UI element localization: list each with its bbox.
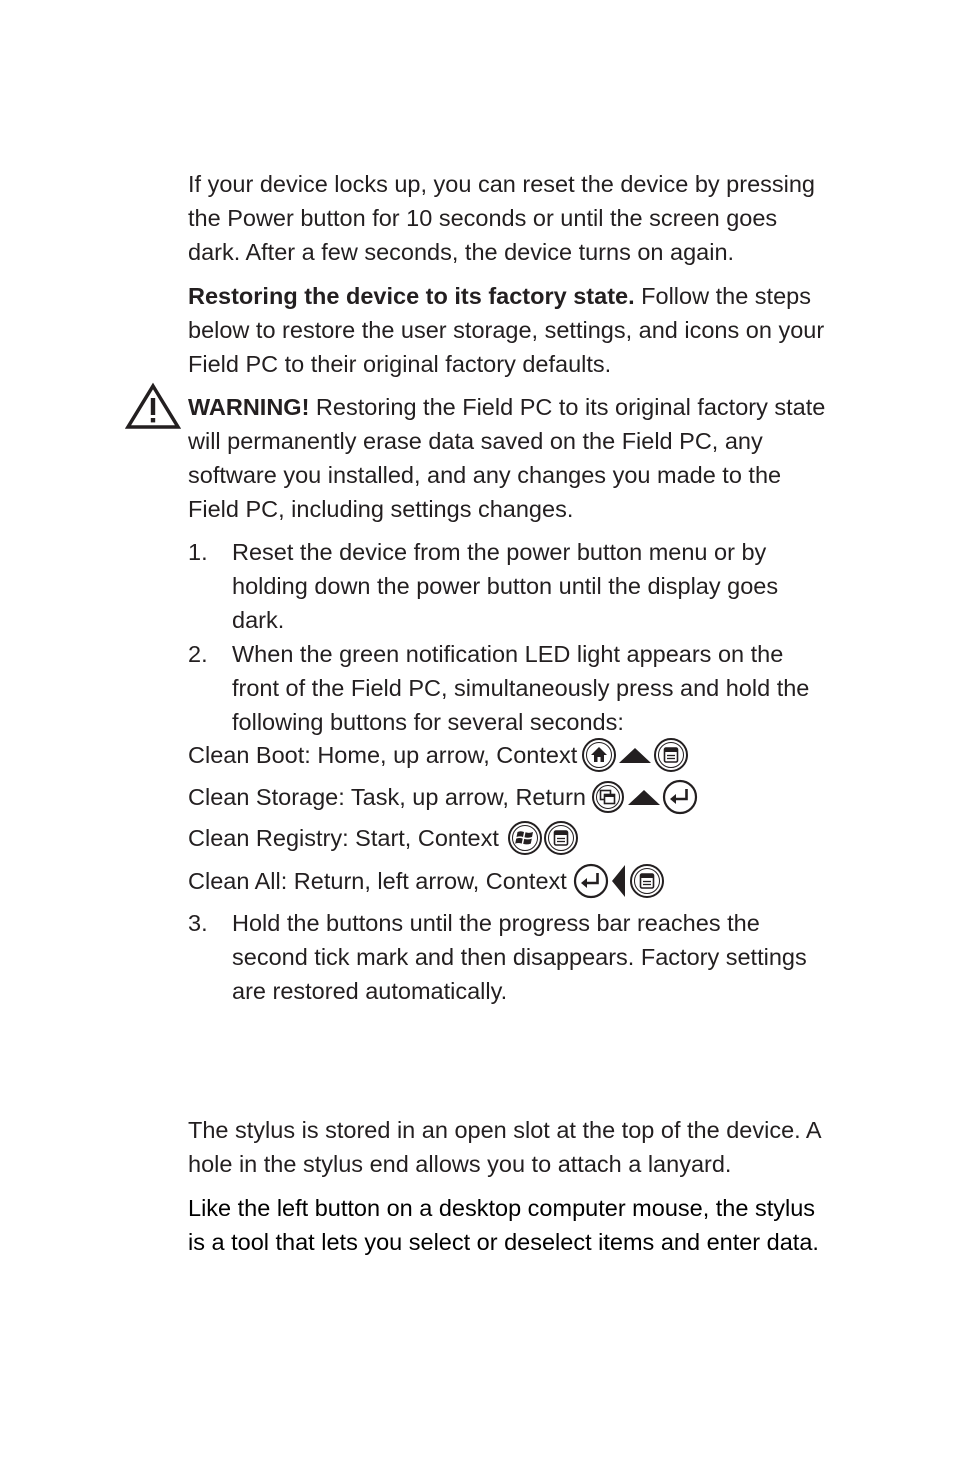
intro-paragraph: If your device locks up, you can reset the device by pressing the Power button for 10 seconds or until the screen goes dark. After a few seconds, the device turns on again. [188, 171, 815, 265]
restore-text: Follow the steps below to restore the user storage, settings, and icons on your Field PC to their original factory defaults. [188, 283, 825, 377]
clean-storage-label: Clean Storage: Task, up arrow, Return [188, 784, 586, 810]
step-number: 2. [188, 641, 208, 667]
return-icon [573, 863, 609, 899]
start-icon [507, 820, 543, 856]
clean-registry-row [188, 820, 579, 856]
clean-all-label: Clean All: Return, left arrow, Context [188, 868, 567, 894]
context-icon [543, 820, 579, 856]
restore-paragraph [188, 279, 833, 381]
return-icon [662, 779, 698, 815]
up-arrow-icon [617, 745, 653, 765]
restore-heading: Restoring the device to its factory state. [188, 283, 635, 309]
clean-registry-label: Clean Registry: Start, Context [188, 825, 499, 851]
warning-paragraph [188, 390, 833, 526]
warning-label: WARNING! [188, 394, 310, 420]
stylus-paragraph-2: Like the left button on a desktop computer mouse, the stylus is a tool that lets you select or deselect items and enter data. [188, 1195, 819, 1255]
clean-boot-row [188, 737, 689, 773]
clean-boot-label: Clean Boot: Home, up arrow, Context [188, 742, 578, 768]
task-icon [590, 779, 626, 815]
left-arrow-icon [609, 863, 629, 899]
up-arrow-icon [626, 787, 662, 807]
stylus-paragraph-1: The stylus is stored in an open slot at the top of the device. A hole in the stylus end allows you to attach a lanyard. [188, 1117, 821, 1177]
context-icon [629, 863, 665, 899]
step-text: Hold the buttons until the progress bar reaches the second tick mark and then disappears. Factory settings are restored automatically. [232, 910, 807, 1004]
warning-text: Restoring the Field PC to its original factory state will permanently erase data saved on the Field PC, any software you installed, and any changes you made to the Field PC, including settings changes. [188, 394, 826, 522]
clean-all-row [188, 863, 665, 899]
home-icon [581, 737, 617, 773]
step-text: Reset the device from the power button menu or by holding down the power button until the display goes dark. [232, 539, 779, 633]
step-number: 1. [188, 539, 208, 565]
warning-icon [125, 382, 181, 430]
step-number: 3. [188, 910, 208, 936]
step-text: When the green notification LED light appears on the front of the Field PC, simultaneously press and hold the following buttons for several seconds: [232, 641, 810, 735]
context-icon [653, 737, 689, 773]
clean-storage-row [188, 779, 698, 815]
